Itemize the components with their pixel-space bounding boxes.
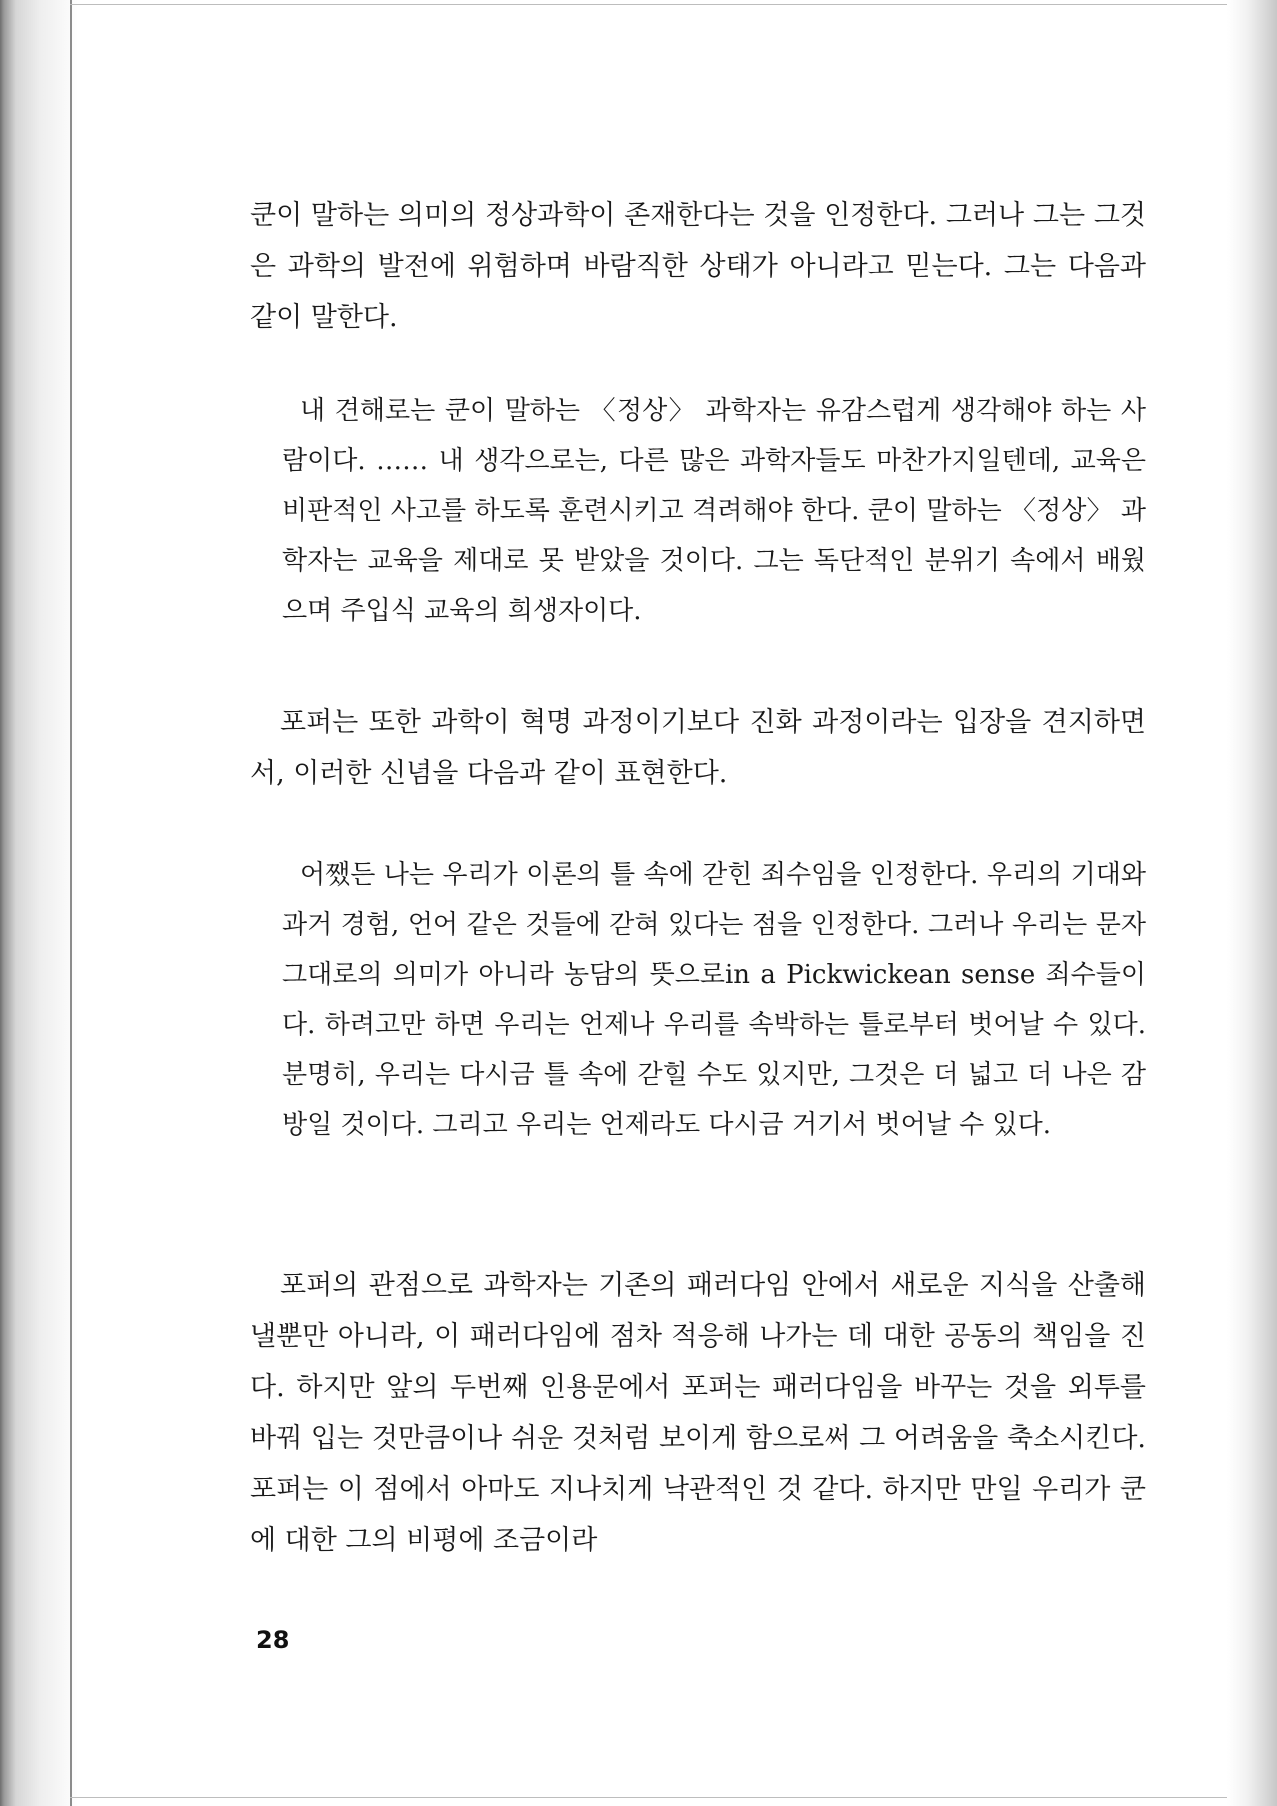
book-spine-shadow	[0, 0, 78, 1806]
page-number: 28	[256, 1626, 290, 1654]
body-paragraph: 포퍼의 관점으로 과학자는 기존의 패러다임 안에서 새로운 지식을 산출해 낼뿐만 아니라, 이 패러다임에 점차 적응해 나가는 데 대한 공동의 책임을 진다. 하지만 앞의 두번째 인용문에서 포퍼는 패러다임을 바꾸는 것을 외투를 바꿔 입는 것만큼이나 쉬운 것처럼 보이게 함으로써 그 어려움을 축소시킨다. 포퍼는 이 점에서 아마도 지나치게 낙관적인 것 같다. 하지만 만일 우리가 쿤에 대한 그의 비평에 조금이라	[250, 1270, 1146, 1556]
body-paragraph-3-block	[250, 1260, 1146, 1566]
page-edge-line	[70, 0, 72, 1806]
page-top-border	[70, 4, 1250, 5]
body-paragraph-2-block	[250, 697, 1146, 799]
block-quote-text: 내 견해로는 쿤이 말하는 〈정상〉 과학자는 유감스럽게 생각해야 하는 사람이다. …… 내 생각으로는, 다른 많은 과학자들도 마찬가지일텐데, 교육은 비판적인 사고를 하도록 훈련시키고 격려해야 한다. 쿤이 말하는 〈정상〉 과학자는 교육을 제대로 못 받았을 것이다. 그는 독단적인 분위기 속에서 배웠으며 주입식 교육의 희생자이다.	[282, 396, 1146, 626]
page-right-edge-shadow	[1227, 0, 1277, 1806]
page-bottom-border	[70, 1797, 1250, 1798]
body-paragraph-1-block	[250, 190, 1146, 343]
body-paragraph: 쿤이 말하는 의미의 정상과학이 존재한다는 것을 인정한다. 그러나 그는 그것은 과학의 발전에 위험하며 바람직한 상태가 아니라고 믿는다. 그는 다음과 같이 말한다.	[250, 200, 1146, 333]
block-quote-1	[282, 386, 1146, 636]
block-quote-text: 어쨌든 나는 우리가 이론의 틀 속에 갇힌 죄수임을 인정한다. 우리의 기대와 과거 경험, 언어 같은 것들에 갇혀 있다는 점을 인정한다. 그러나 우리는 문자 그대로의 의미가 아니라 농담의 뜻으로in a Pickwickean sense 죄수들이다. 하려고만 하면 우리는 언제나 우리를 속박하는 틀로부터 벗어날 수 있다. 분명히, 우리는 다시금 틀 속에 갇힐 수도 있지만, 그것은 더 넓고 더 나은 감방일 것이다. 그리고 우리는 언제라도 다시금 거기서 벗어날 수 있다.	[282, 860, 1146, 1140]
body-paragraph: 포퍼는 또한 과학이 혁명 과정이기보다 진화 과정이라는 입장을 견지하면서, 이러한 신념을 다음과 같이 표현한다.	[250, 707, 1146, 789]
block-quote-2	[282, 850, 1146, 1150]
